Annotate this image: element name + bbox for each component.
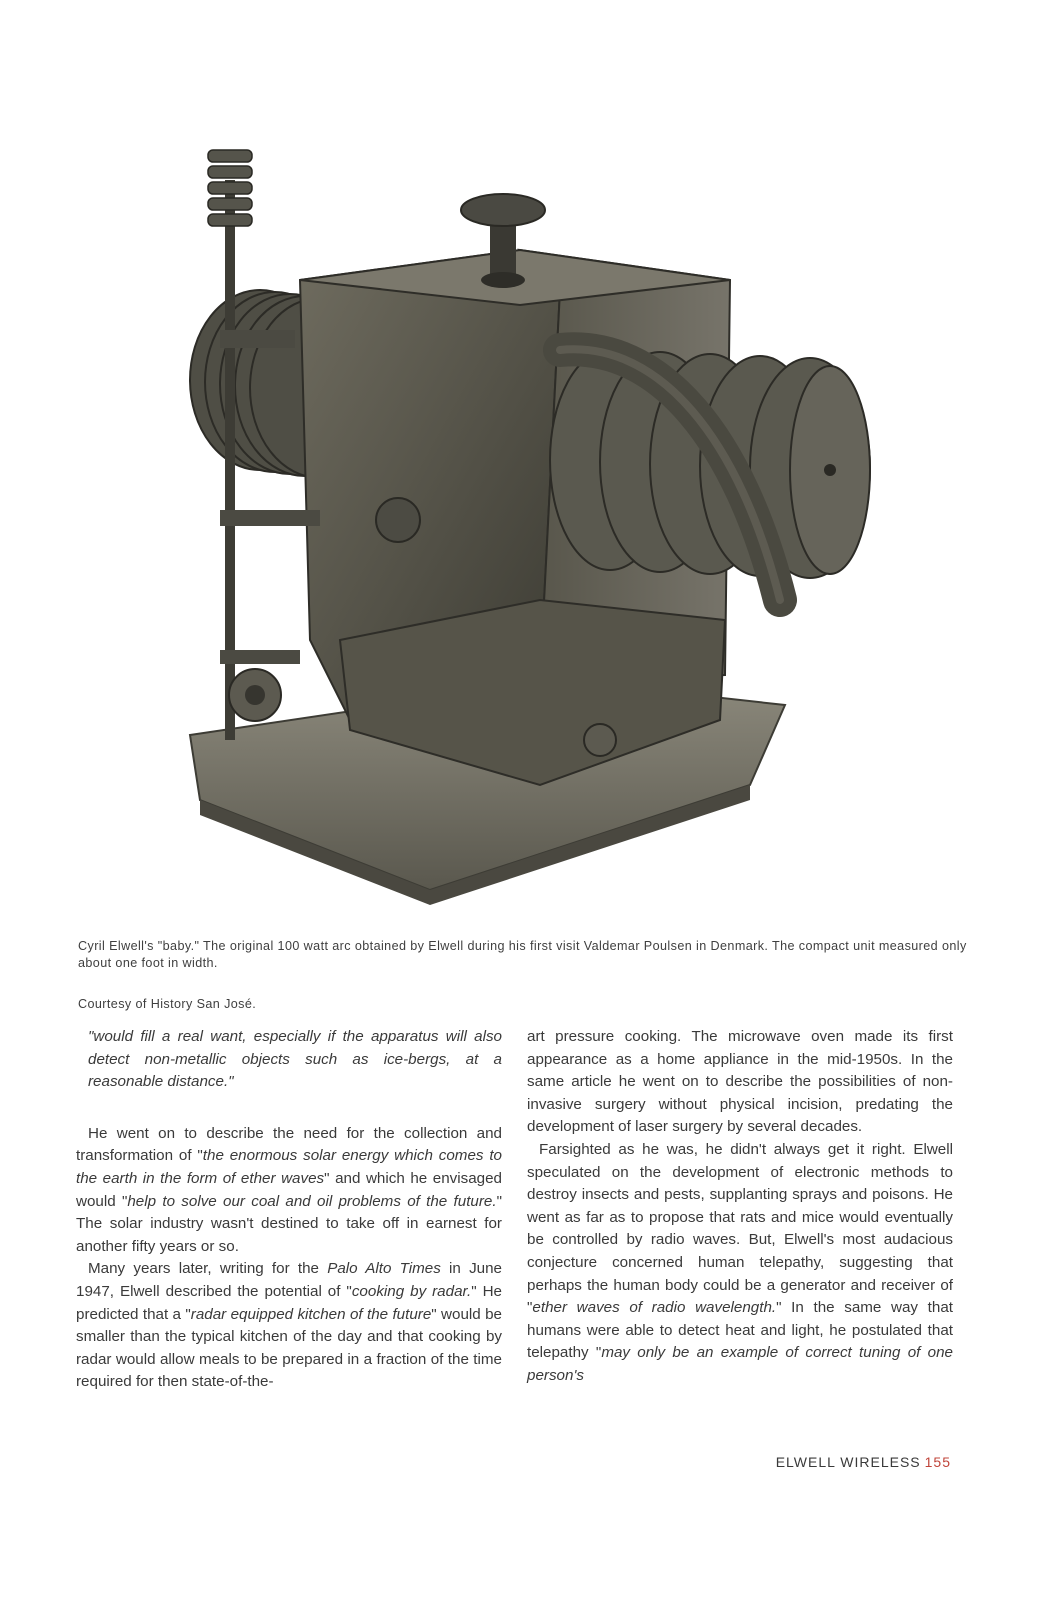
paragraph: art pressure cooking. The microwave oven made its first appearance as a home appliance in the mid-1950s. In the same article he went on to describe the possibilities of non-invasive surgery without physical incision, predating the development of laser surgery by several decades. — [527, 1028, 953, 1136]
paragraph: He went on to describe the need for the collection and transformation of "the enormous solar energy which comes to the earth in the form of ether waves" and which he envisaged would "help to solve our coal and oil problems of the future." The solar industry wasn't destined to take off in earnest for another fifty years or so. — [76, 1124, 502, 1255]
right-column — [527, 1026, 953, 1388]
arc-apparatus-photo — [140, 120, 900, 910]
left-column — [76, 1026, 502, 1394]
figure-credit: Courtesy of History San José. — [78, 997, 257, 1011]
paragraph: Many years later, writing for the Palo Alto Times in June 1947, Elwell described the potential of "cooking by radar." He predicted that a "radar equipped kitchen of the future" would be smaller than the typical kitchen of the day and that cooking by radar would allow meals to be prepared in a fraction of the time required for then state-of-the- — [76, 1260, 502, 1391]
figure-caption: Cyril Elwell's "baby." The original 100 watt arc obtained by Elwell during his first visit Valdemar Poulsen in Denmark. The compact unit measured only about one foot in width. — [78, 939, 967, 970]
running-footer — [776, 1454, 951, 1470]
block-quote: "would fill a real want, especially if the apparatus will also detect non-metallic objects such as ice-bergs, at a reasonable distance." — [88, 1028, 502, 1091]
book-title: ELWELL WIRELESS — [775, 1454, 921, 1470]
page-number: 155 — [924, 1454, 951, 1470]
paragraph: Farsighted as he was, he didn't always get it right. Elwell speculated on the development of electronic methods to destroy insects and pests, supplanting sprays and poisons. He went as far as to propose that rats and mice would eventually be controlled by radio waves. But, Elwell's most audacious conjecture concerned human telepathy, suggesting that perhaps the human body could be a generator and receiver of "ether waves of radio wavelength." In the same way that humans were able to detect heat and light, he postulated that telepathy "may only be an example of correct tuning of one person's — [527, 1140, 953, 1384]
